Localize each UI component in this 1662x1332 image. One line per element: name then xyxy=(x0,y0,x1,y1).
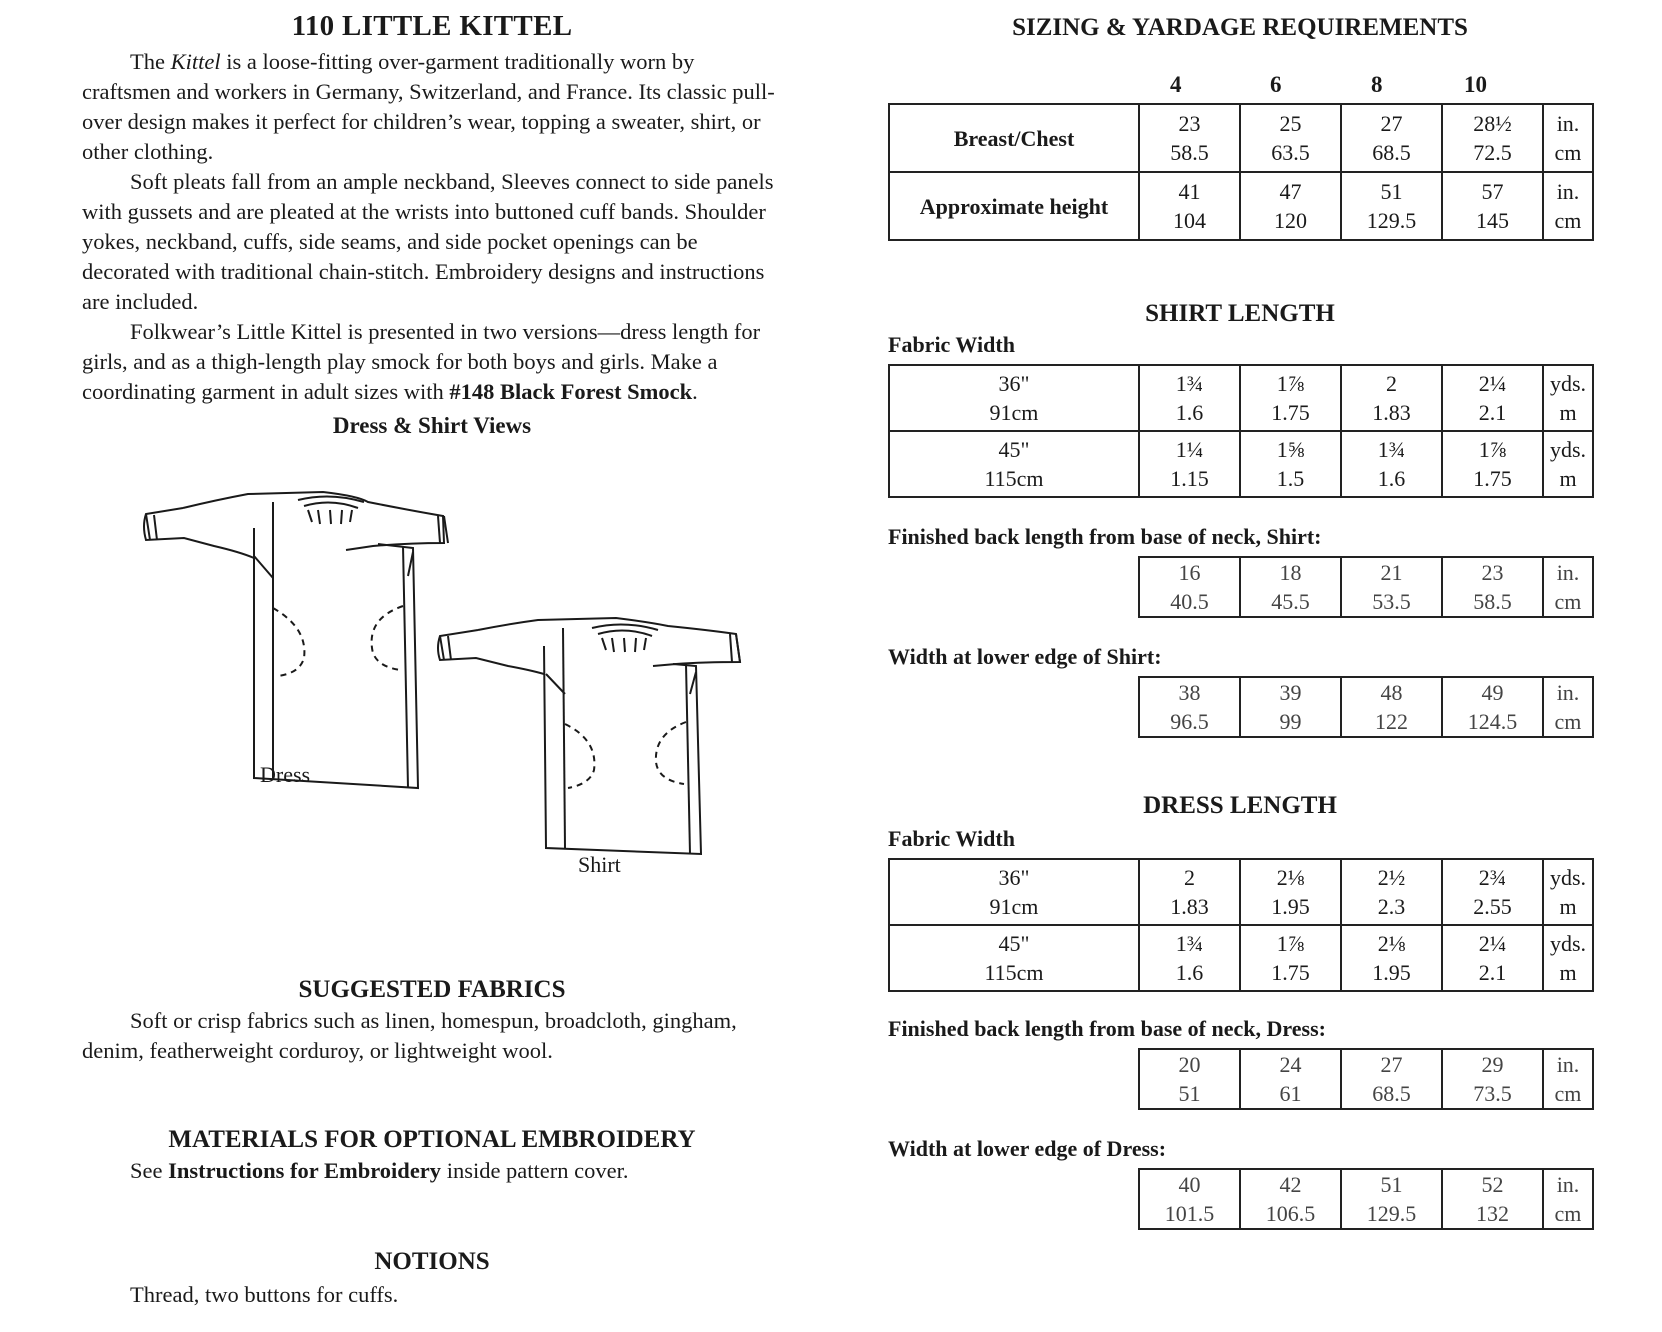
table-cell: 1¼ 1.15 xyxy=(1139,431,1240,497)
dress-length-heading: DRESS LENGTH xyxy=(1143,792,1337,819)
pattern-title: 110 LITTLE KITTEL xyxy=(291,10,573,42)
dress-yardage-table xyxy=(888,858,1594,992)
table-cell: 1¾ 1.6 xyxy=(1139,925,1240,991)
dress-caption: Dress xyxy=(260,762,311,787)
table-cell: 1¾ 1.6 xyxy=(1139,365,1240,431)
shirt-caption: Shirt xyxy=(578,852,621,877)
table-row xyxy=(889,104,1593,172)
shirt-width-label: Width at lower edge of Shirt: xyxy=(888,644,1162,669)
fabric-width-cell: 45" 115cm xyxy=(889,431,1139,497)
dress-back-length-label: Finished back length from base of neck, Dress: xyxy=(888,1016,1326,1041)
table-cell: 2 1.83 xyxy=(1341,365,1442,431)
dress-illustration xyxy=(144,492,448,788)
table-cell: 27 68.5 xyxy=(1341,104,1442,172)
table-cell: 1⅞ 1.75 xyxy=(1240,365,1341,431)
table-cell: 38 96.5 xyxy=(1139,677,1240,737)
unit-cell: in. cm xyxy=(1543,677,1593,737)
table-cell: 42 106.5 xyxy=(1240,1169,1341,1229)
table-cell: 25 63.5 xyxy=(1240,104,1341,172)
dress-width-label: Width at lower edge of Dress: xyxy=(888,1136,1167,1161)
table-cell: 16 40.5 xyxy=(1139,557,1240,617)
table-row xyxy=(889,859,1593,925)
table-row xyxy=(889,431,1593,497)
shirt-yardage-table xyxy=(888,364,1594,498)
table-cell: 2¼ 2.1 xyxy=(1442,925,1543,991)
embroidery-text xyxy=(82,1156,782,1186)
table-cell: 47 120 xyxy=(1240,172,1341,240)
table-cell: 39 99 xyxy=(1240,677,1341,737)
table-cell: 2¾ 2.55 xyxy=(1442,859,1543,925)
intro-text: The xyxy=(130,49,171,74)
table-row xyxy=(889,172,1593,240)
garment-illustrations xyxy=(68,488,818,898)
unit-cell: in. cm xyxy=(1543,1049,1593,1109)
table-cell: 2 1.83 xyxy=(1139,859,1240,925)
shirt-back-length-label: Finished back length from base of neck, Shirt: xyxy=(888,524,1322,549)
dress-width-table xyxy=(1138,1168,1594,1230)
fabric-width-cell: 45" 115cm xyxy=(889,925,1139,991)
table-cell: 29 73.5 xyxy=(1442,1049,1543,1109)
notions-heading: NOTIONS xyxy=(374,1248,490,1275)
intro-text: . xyxy=(692,379,698,404)
unit-cell: yds. m xyxy=(1543,365,1593,431)
fabric-width-cell: 36" 91cm xyxy=(889,859,1139,925)
shirt-back-length-table xyxy=(1138,556,1594,618)
table-row xyxy=(1139,557,1593,617)
intro-text: Folkwear’s Little Kittel is presented in two versions—dress length for girls, and as a thigh-length play smock for both boys and girls. Make a coordinating garment in adult sizes with xyxy=(82,319,761,404)
table-cell: 2¼ 2.1 xyxy=(1442,365,1543,431)
table-cell: 52 132 xyxy=(1442,1169,1543,1229)
table-cell: 2⅛ 1.95 xyxy=(1341,925,1442,991)
table-row xyxy=(889,365,1593,431)
intro-paragraph-2 xyxy=(82,167,782,317)
table-cell: 1⅞ 1.75 xyxy=(1240,925,1341,991)
fabrics-body: Soft or crisp fabrics such as linen, homespun, broadcloth, gingham, denim, featherweight corduroy, or lightweight wool. xyxy=(82,1008,737,1063)
embroidery-heading: MATERIALS FOR OPTIONAL EMBROIDERY xyxy=(168,1126,696,1153)
fabrics-text xyxy=(82,1006,782,1066)
table-cell: 40 101.5 xyxy=(1139,1169,1240,1229)
notions-body: Thread, two buttons for cuffs. xyxy=(130,1282,399,1307)
embroidery-instructions-ref: Instructions for Embroidery xyxy=(168,1158,442,1183)
table-row xyxy=(1139,1169,1593,1229)
table-cell: 28½ 72.5 xyxy=(1442,104,1543,172)
table-row xyxy=(1139,677,1593,737)
shirt-illustration xyxy=(438,618,740,854)
unit-cell: in. cm xyxy=(1543,1169,1593,1229)
unit-cell: in. cm xyxy=(1543,104,1593,172)
sizing-heading: SIZING & YARDAGE REQUIREMENTS xyxy=(1012,14,1468,41)
table-cell: 27 68.5 xyxy=(1341,1049,1442,1109)
embroidery-body: See xyxy=(130,1158,169,1183)
kittel-italic: Kittel xyxy=(170,49,221,74)
shirt-width-table xyxy=(1138,676,1594,738)
breast-chest-label: Breast/Chest xyxy=(889,104,1139,172)
notions-text xyxy=(82,1280,782,1310)
shirt-length-heading: SHIRT LENGTH xyxy=(1145,300,1335,327)
unit-cell: yds. m xyxy=(1543,859,1593,925)
table-cell: 57 145 xyxy=(1442,172,1543,240)
views-heading: Dress & Shirt Views xyxy=(332,413,532,438)
table-cell: 21 53.5 xyxy=(1341,557,1442,617)
size-6: 6 xyxy=(1270,72,1282,97)
fabrics-heading: SUGGESTED FABRICS xyxy=(298,976,566,1003)
size-8: 8 xyxy=(1371,72,1383,97)
table-cell: 1⅞ 1.75 xyxy=(1442,431,1543,497)
approximate-height-label: Approximate height xyxy=(889,172,1139,240)
table-cell: 41 104 xyxy=(1139,172,1240,240)
embroidery-body: inside pattern cover. xyxy=(441,1158,629,1183)
body-measurements-table xyxy=(888,103,1594,241)
size-4: 4 xyxy=(1170,72,1182,97)
table-cell: 18 45.5 xyxy=(1240,557,1341,617)
black-forest-smock-ref: #148 Black Forest Smock xyxy=(449,379,693,404)
table-row xyxy=(1139,1049,1593,1109)
table-cell: 2½ 2.3 xyxy=(1341,859,1442,925)
dress-back-length-table xyxy=(1138,1048,1594,1110)
size-10: 10 xyxy=(1464,72,1487,97)
dress-fabric-width-label: Fabric Width xyxy=(888,826,1015,851)
shirt-fabric-width-label: Fabric Width xyxy=(888,332,1015,357)
intro-text: is a loose-fitting over-garment traditionally worn by craftsmen and workers in Germany, Switzerland, and France. Its classic pull-over design makes it perfect for children’s wear, topping a sweater, shirt, or other clothing. xyxy=(82,49,775,164)
fabric-width-cell: 36" 91cm xyxy=(889,365,1139,431)
unit-cell: in. cm xyxy=(1543,172,1593,240)
unit-cell: yds. m xyxy=(1543,925,1593,991)
unit-cell: yds. m xyxy=(1543,431,1593,497)
left-column xyxy=(82,8,782,443)
table-cell: 20 51 xyxy=(1139,1049,1240,1109)
table-cell: 51 129.5 xyxy=(1341,172,1442,240)
table-cell: 24 61 xyxy=(1240,1049,1341,1109)
table-cell: 2⅛ 1.95 xyxy=(1240,859,1341,925)
table-cell: 49 124.5 xyxy=(1442,677,1543,737)
table-cell: 1⅝ 1.5 xyxy=(1240,431,1341,497)
table-cell: 1¾ 1.6 xyxy=(1341,431,1442,497)
intro-text: Soft pleats fall from an ample neckband, Sleeves connect to side panels with gussets and are pleated at the wrists into buttoned cuff bands. Shoulder yokes, neckband, cuffs, side seams, and side pocket openings can be decorated with traditional chain-stitch. Embroidery designs and instructions are included. xyxy=(82,169,774,314)
unit-cell: in. cm xyxy=(1543,557,1593,617)
table-cell: 23 58.5 xyxy=(1442,557,1543,617)
table-cell: 48 122 xyxy=(1341,677,1442,737)
intro-paragraph-1 xyxy=(82,47,782,167)
table-cell: 23 58.5 xyxy=(1139,104,1240,172)
intro-paragraph-3 xyxy=(82,317,782,407)
table-cell: 51 129.5 xyxy=(1341,1169,1442,1229)
table-row xyxy=(889,925,1593,991)
